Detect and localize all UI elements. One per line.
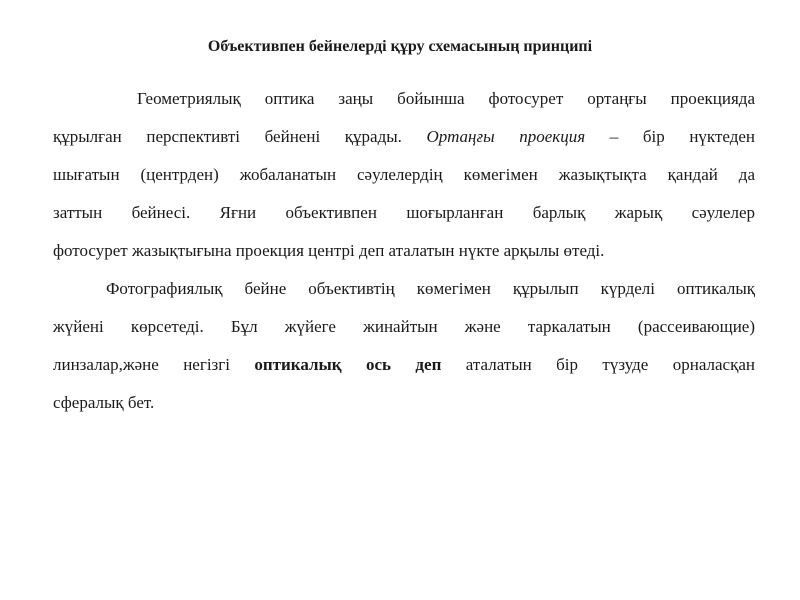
paragraph-1 xyxy=(53,80,755,270)
p1-line-1: Геометриялық оптика заңы бойынша фотосурет ортаңғы проекцияда xyxy=(137,89,755,108)
term-optical-axis: оптикалық ось деп xyxy=(254,355,442,374)
paragraph-2 xyxy=(53,270,755,422)
title-text: Объективпен бейнелерді құру схемасының принципі xyxy=(207,38,593,55)
p2-line-2: жүйені көрсетеді. Бұл жүйеге жинайтын және таркалатын (рассеивающие) xyxy=(53,317,755,336)
p1-line-2-text: құрылған перспективті бейнені құрады. xyxy=(53,127,402,146)
p1-line-4: заттын бейнесі. Яғни объективпен шоғырланған барлық жарық сәулелер xyxy=(53,203,755,222)
p2-line-3 xyxy=(53,346,755,384)
document-body xyxy=(53,80,755,422)
p1-line-2 xyxy=(53,118,755,156)
p2-line-3-post: аталатын бір түзуде орналасқан xyxy=(465,355,756,374)
document-title xyxy=(0,36,800,58)
p2-line-1: Фотографиялық бейне объективтің көмегімен құрылып күрделі оптикалық xyxy=(106,279,755,298)
p1-line-2-tail: – бір нүктеден xyxy=(609,127,756,146)
p2-line-4: сфералық бет. xyxy=(53,393,155,412)
p1-line-3: шығатын (центрден) жобаланатын сәулелердің көмегімен жазықтықта қандай да xyxy=(53,165,755,184)
p1-line-5: фотосурет жазықтығына проекция центрі деп аталатын нүкте арқылы өтеді. xyxy=(53,241,605,260)
term-central-projection: Ортаңғы проекция xyxy=(426,127,586,146)
p2-line-3-pre: линзалар,және негізгі xyxy=(53,355,230,374)
